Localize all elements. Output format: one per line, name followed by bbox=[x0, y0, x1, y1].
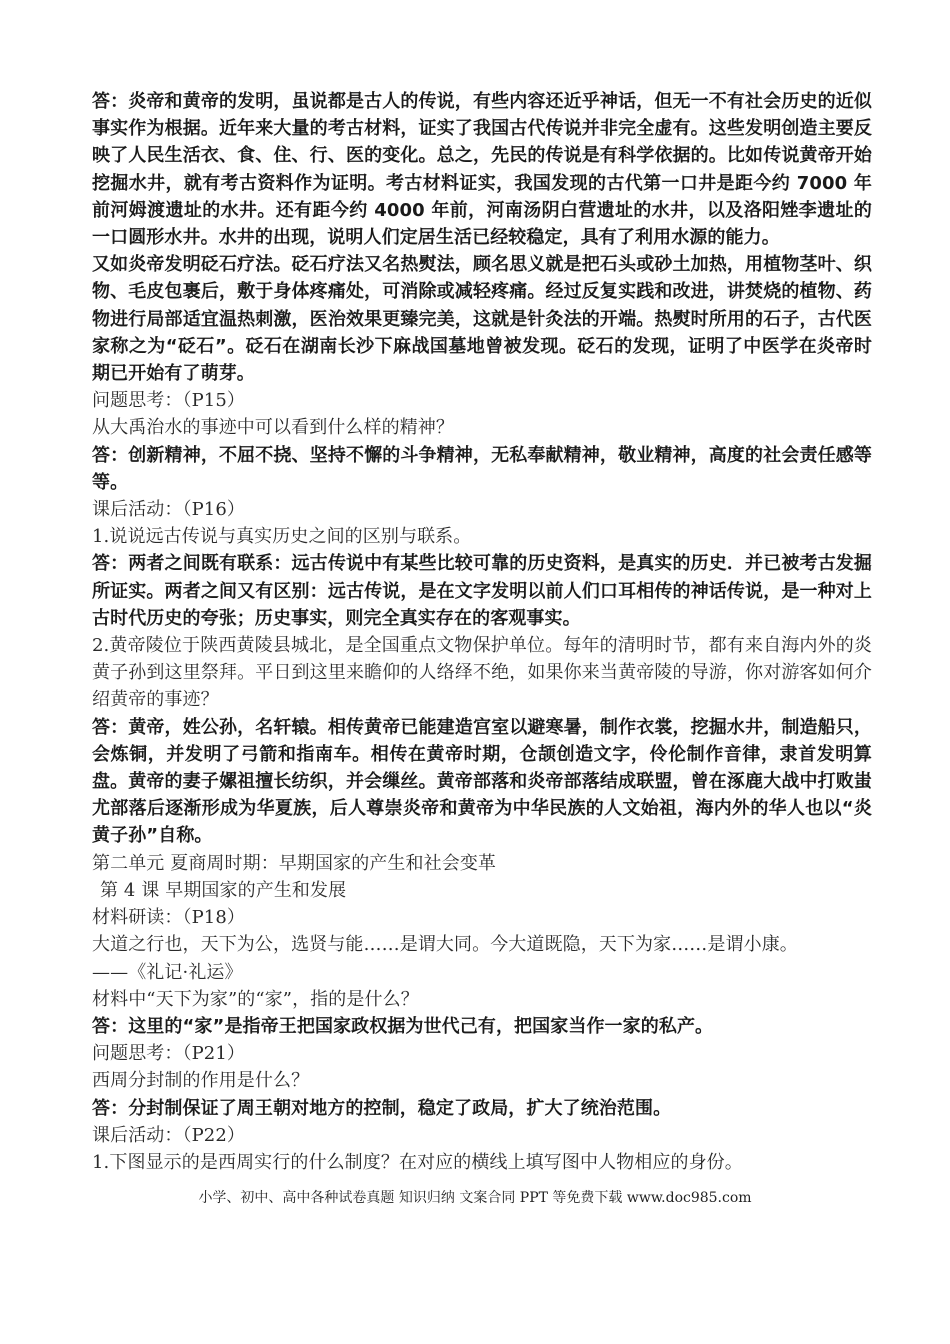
question-paragraph: 材料研读：（P18） bbox=[92, 907, 246, 929]
answer-paragraph: 答：创新精神，不屈不挠、坚持不懈的斗争精神，无私奉献精神，敬业精神，高度的社会责任感等等。 bbox=[92, 444, 872, 493]
question-paragraph: 从大禹治水的事迹中可以看到什么样的精神？ bbox=[92, 417, 454, 439]
question-paragraph: 大道之行也，天下为公，选贤与能……是谓大同。今大道既隐，天下为家……是谓小康。 bbox=[92, 934, 798, 956]
question-paragraph: 西周分封制的作用是什么？ bbox=[92, 1070, 310, 1092]
answer-paragraph: 答：炎帝和黄帝的发明，虽说都是古人的传说，有些内容还近乎神话，但无一不有社会历史的近似事实作为根据。近年来大量的考古材料，证实了我国古代传说并非完全虚有。这些发明创造主要反映了人民生活衣、食、住、行、医的变化。总之，先民的传说是有科学依据的。比如传说黄帝开始挖掘水井，就有考古资料作为证明。考古材料证实，我国发现的古代第一口井是距今约 7000 年前河姆渡遗址的水井。还有距今约 4000 年前，河南汤阴白营遗址的水井，以及洛阳矬李遗址的一口圆形水井。水井的出现，说明人们定居生活已经较稳定，具有了利用水源的能力。 bbox=[92, 91, 872, 249]
question-paragraph: 问题思考：（P21） bbox=[92, 1043, 246, 1065]
question-paragraph: 2.黄帝陵位于陕西黄陵县城北，是全国重点文物保护单位。每年的清明时节，都有来自海内外的炎黄子孙到这里祭拜。平日到这里来瞻仰的人络绎不绝，如果你来当黄帝陵的导游，你对游客如何介绍黄帝的事迹？ bbox=[92, 635, 872, 711]
question-paragraph: 材料中“天下为家”的“家”，指的是什么？ bbox=[92, 988, 419, 1010]
page-footer: 小学、初中、高中各种试卷真题 知识归纳 文案合同 PPT 等免费下载 www.doc985.com bbox=[198, 1190, 752, 1206]
question-paragraph: 第二单元 夏商周时期：早期国家的产生和社会变革 bbox=[92, 852, 497, 874]
question-paragraph: ——《礼记·礼运》 bbox=[92, 961, 243, 983]
question-paragraph: 1.说说远古传说与真实历史之间的区别与联系。 bbox=[92, 526, 472, 548]
answer-paragraph: 答：两者之间既有联系：远古传说中有某些比较可靠的历史资料，是真实的历史．并已被考古发掘所证实。两者之间又有区别：远古传说，是在文字发明以前人们口耳相传的神话传说，是一种对上古时代历史的夸张；历史事实，则完全真实存在的客观事实。 bbox=[92, 553, 872, 629]
answer-paragraph: 答：分封制保证了周王朝对地方的控制，稳定了政局，扩大了统治范围。 bbox=[92, 1097, 672, 1119]
question-paragraph: 课后活动：（P16） bbox=[92, 499, 246, 521]
answer-paragraph: 又如炎帝发明砭石疗法。砭石疗法又名热熨法，顾名思义就是把石头或砂土加热，用植物茎叶、织物、毛皮包裹后，敷于身体疼痛处，可消除或减轻疼痛。经过反复实践和改进，讲焚烧的植物、药物进行局部适宜温热刺激，医治效果更臻完美，这就是针灸法的开端。热熨时所用的石子，古代医家称之为“砭石”。砭石在湖南长沙下麻战国墓地曾被发现。砭石的发现，证明了中医学在炎帝时期已开始有了萌芽。 bbox=[92, 254, 872, 385]
question-paragraph: 课后活动：（P22） bbox=[92, 1124, 246, 1146]
document-body bbox=[92, 88, 872, 1176]
question-paragraph: 1.下图显示的是西周实行的什么制度？在对应的横线上填写图中人物相应的身份。 bbox=[92, 1151, 743, 1173]
answer-paragraph: 答：黄帝，姓公孙，名轩辕。相传黄帝已能建造宫室以避寒暑，制作衣裳，挖掘水井，制造船只，会炼铜，并发明了弓箭和指南车。相传在黄帝时期，仓颉创造文字，伶伦制作音律，隶首发明算盘。黄帝的妻子嫘祖擅长纺织，并会缫丝。黄帝部落和炎帝部落结成联盟，曾在涿鹿大战中打败蚩尤部落后逐渐形成为华夏族，后人尊崇炎帝和黄帝为中华民族的人文始祖，海内外的华人也以“炎黄子孙”自称。 bbox=[92, 716, 872, 847]
question-paragraph: 问题思考：（P15） bbox=[92, 390, 246, 412]
answer-paragraph: 答：这里的“家”是指帝王把国家政权据为世代己有，把国家当作一家的私产。 bbox=[92, 1015, 714, 1037]
question-paragraph: 第 4 课 早期国家的产生和发展 bbox=[100, 879, 347, 901]
